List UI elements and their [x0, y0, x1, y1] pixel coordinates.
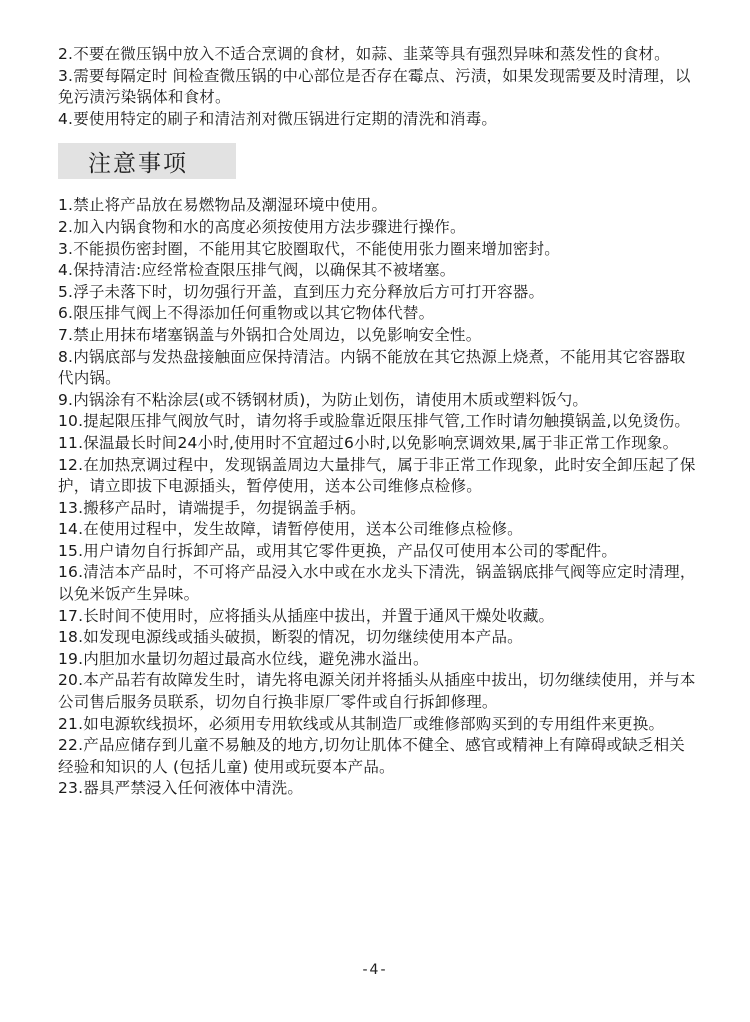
list-item: 10.提起限压排气阀放气时，请勿将手或脸靠近限压排气管,工作时请勿触摸锅盖,以免烫伤。 [58, 412, 691, 431]
list-item: 7.禁止用抹布堵塞锅盖与外锅扣合处周边，以免影响安全性。 [58, 325, 482, 344]
page-number: -4- [362, 962, 388, 978]
list-item: 2.加入内锅食物和水的高度必须按使用方法步骤进行操作。 [58, 217, 466, 236]
maintenance-list [58, 44, 698, 130]
list-item: 4.保持清洁:应经常检查限压排气阀，以确保其不被堵塞。 [58, 261, 456, 280]
list-item: 18.如发现电源线或插头破损，断裂的情况，切勿继续使用本产品。 [58, 628, 523, 647]
list-item: 17.长时间不使用时，应将插头从插座中拔出，并置于通风干燥处收藏。 [58, 606, 555, 625]
list-item: 14.在使用过程中，发生故障，请暂停使用，送本公司维修点检修。 [58, 520, 523, 539]
manual-page [58, 44, 698, 800]
list-item: 23.器具严禁浸入任何液体中清洗。 [58, 779, 304, 798]
list-item: 4.要使用特定的刷子和清洁剂对微压锅进行定期的清洗和消毒。 [58, 109, 498, 128]
list-item: 20.本产品若有故障发生时，请先将电源关闭并将插头从插座中拔出，切勿继续使用，并与本公司售后服务员联系，切勿自行换非原厂零件或自行拆卸修理。 [58, 671, 696, 712]
list-item: 19.内胆加水量切勿超过最高水位线，避免沸水溢出。 [58, 649, 429, 668]
list-item: 13.搬移产品时，请端提手，勿提锅盖手柄。 [58, 498, 366, 517]
section-header [58, 143, 236, 179]
precautions-list [58, 195, 698, 800]
list-item: 3.需要每隔定时 间检查微压锅的中心部位是否存在霉点、污渍，如果发现需要及时清理，以免污渍污染锅体和食材。 [58, 66, 691, 107]
list-item: 5.浮子未落下时，切勿强行开盖，直到压力充分释放后方可打开容器。 [58, 282, 545, 301]
list-item: 3.不能损伤密封圈，不能用其它胶圈取代，不能使用张力圈来增加密封。 [58, 239, 560, 258]
list-item: 12.在加热烹调过程中，发现锅盖周边大量排气，属于非正常工作现象，此时安全卸压起了保护，请立即拔下电源插头，暂停使用，送本公司维修点检修。 [58, 455, 696, 496]
list-item: 9.内锅涂有不粘涂层(或不锈钢材质)，为防止划伤，请使用木质或塑料饭勺。 [58, 390, 589, 409]
list-item: 2.不要在微压锅中放入不适合烹调的食材，如蒜、韭菜等具有强烈异味和蒸发性的食材。 [58, 45, 670, 63]
list-item: 21.如电源软线损坏，必须用专用软线或从其制造厂或维修部购买到的专用组件来更换。 [58, 714, 665, 733]
list-item: 15.用户请勿自行拆卸产品，或用其它零件更换，产品仅可使用本公司的零配件。 [58, 541, 618, 560]
list-item: 11.保温最长时间24小时,使用时不宜超过6小时,以免影响烹调效果,属于非正常工作现象。 [58, 433, 679, 452]
list-item: 16.清洁本产品时，不可将产品浸入水中或在水龙头下清洗，锅盖锅底排气阀等应定时清理，以免米饭产生异味。 [58, 563, 696, 604]
list-item: 22.产品应储存到儿童不易触及的地方,切勿让肌体不健全、感官或精神上有障碍或缺乏相关经验和知识的人 (包括儿童) 使用或玩耍本产品。 [58, 736, 685, 776]
section-title: 注意事项 [88, 150, 188, 177]
list-item: 6.限压排气阀上不得添加任何重物或以其它物体代替。 [58, 304, 435, 323]
list-item: 8.内锅底部与发热盘接触面应保持清洁。内锅不能放在其它热源上烧煮，不能用其它容器取代内锅。 [58, 347, 686, 388]
list-item: 1.禁止将产品放在易燃物品及潮湿环境中使用。 [58, 196, 388, 215]
